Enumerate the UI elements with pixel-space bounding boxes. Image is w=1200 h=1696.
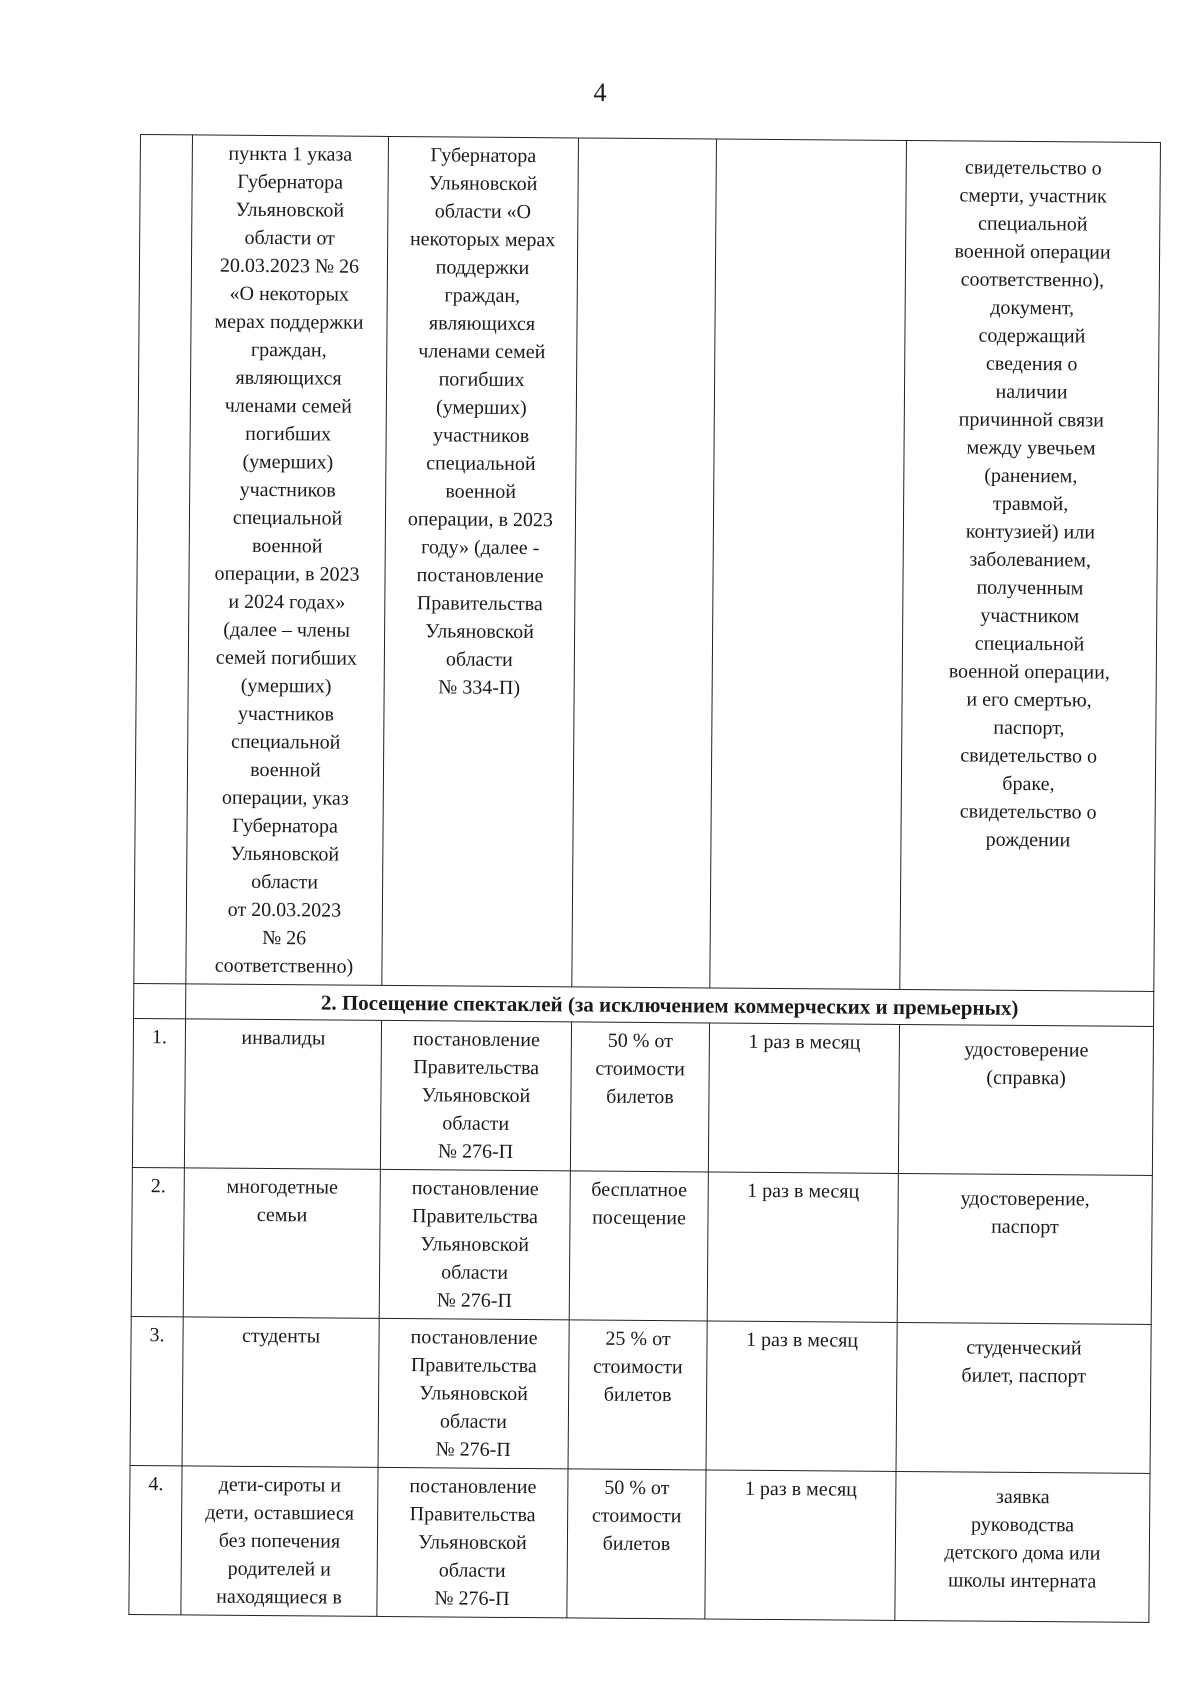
documents-cell [900,141,1161,992]
cell-text-line: Правительства [411,1205,539,1229]
cell-text-line: специальной [426,452,536,476]
cell-text-line: дети, оставшиеся [205,1501,355,1525]
cell-text-line: участников [239,478,336,502]
cell-text-line: году» (далее - [421,536,540,560]
cell-text-line: Правительства [416,592,543,616]
act-cell [379,1169,570,1319]
cell-text-line: студенты [241,1324,321,1348]
documents-cell [898,1024,1153,1175]
cell-text-line: области от [244,226,335,250]
cell-text-line: и его смертью, [966,688,1092,712]
cell-text-line: (умерших) [240,674,332,698]
category-cell [182,1317,379,1468]
cell-text-line: руководства [971,1513,1075,1537]
cell-text-line: Правительства [413,1056,540,1080]
cell-text-line: 50 % от [604,1476,670,1500]
cell-text-line: специальной [978,212,1088,236]
cell-text-line: постановление [411,1177,539,1201]
cell-text-line: 1 раз в месяц [748,1030,861,1054]
cell-text-line: участников [237,702,335,726]
cell-text-line: свидетельство о [960,744,1098,768]
cell-text-line: инвалиды [241,1026,326,1050]
cell-text-line: постановление [412,1028,540,1052]
cell-text-line: билетов [602,1532,671,1556]
cell-text-line: свидетельство о [959,800,1097,824]
cell-text-line: военной [251,534,323,558]
cell-text-line: участником [980,604,1080,628]
cell-text-line: семей погибших [215,646,358,670]
discount-cell [568,1320,707,1470]
cell-text-line: Губернатора [430,144,537,168]
cell-text-line: № 276-П [435,1438,511,1461]
cell-text-line: членами семей [224,394,352,418]
discount-cell [569,1171,708,1321]
act-cell [382,136,579,986]
cell-text-line: пункта 1 указа [228,142,353,166]
cell-text-line: заболеванием, [969,548,1092,572]
cell-text-line: 25 % от [605,1327,671,1351]
continuation-row [134,135,1161,992]
cell-text-line: военной [445,480,517,503]
cell-text-line: свидетельство о [964,156,1102,180]
cell-text-line: студенческий [966,1336,1082,1360]
cell-text-line: постановление [409,1475,537,1499]
cell-text-line: документ, [990,296,1075,320]
cell-text-line: Ульяновской [235,198,345,222]
frequency-cell [710,139,907,989]
cell-text-line: специальной [974,632,1085,656]
cell-text-line: области [438,1559,506,1582]
cell-text-line: многодетные [226,1175,338,1199]
cell-text-line: соответственно) [214,954,354,978]
cell-text-line: билетов [603,1383,672,1407]
category-cell [181,1466,378,1617]
cell-text-line: причинной связи [958,408,1104,432]
basis-cell [186,135,389,986]
cell-text-line: школы интерната [947,1569,1097,1593]
row-number: 4. [129,1465,182,1614]
cell-text-line: (далее – члены [223,618,351,642]
frequency-cell [707,1172,898,1322]
cell-text-line: граждан, [250,338,327,362]
cell-text-line: «О некоторых [229,282,350,306]
documents-cell [895,1471,1150,1622]
cell-text-line: контузией) или [965,520,1096,544]
cell-text-line: полученным [976,576,1084,600]
cell-text-line: Правительства [409,1503,536,1527]
cell-text-line: стоимости [591,1504,682,1528]
cell-text-line: содержащий [978,324,1086,348]
discount-cell [567,1469,706,1619]
row-number: 3. [130,1316,183,1465]
cell-text-line: погибших [245,422,332,446]
cell-text-line: мерах поддержки [214,310,364,334]
table-row [132,1018,1153,1175]
cell-text-line: 1 раз в месяц [744,1477,857,1501]
cell-text-line: бесплатное [591,1178,688,1202]
cell-text-line: участников [432,424,530,448]
cell-text-line: № 276-П [436,1289,513,1312]
documents-cell [896,1322,1151,1473]
cell-text-line: семьи [256,1203,308,1227]
cell-text-line: поддержки [435,256,530,280]
table-row [129,1465,1150,1622]
act-cell [380,1020,571,1170]
cell-text-line: № 276-П [437,1140,514,1163]
cell-text-line: посещение [592,1206,686,1230]
category-cell [184,1019,381,1170]
cell-text-line: операции, указ [221,786,349,810]
cell-text-line: специальной [230,730,341,754]
cell-text-line: рождении [985,828,1071,852]
cell-text-line: членами семей [418,340,546,364]
cell-text-line: родителей и [227,1557,331,1581]
cell-text-line: Ульяновской [421,1084,531,1108]
cell-text-line: 1 раз в месяц [747,1179,860,1203]
cell-text-line: военной операции [954,240,1111,264]
section-spacer [134,983,186,1018]
category-cell [183,1168,380,1319]
cell-text-line: стоимости [595,1057,686,1081]
cell-text-line: удостоверение, [960,1187,1090,1211]
cell-text-line: № 26 [262,926,307,950]
table-row [131,1167,1152,1324]
cell-text-line: билетов [606,1085,674,1109]
cell-text-line: соответственно), [960,268,1105,292]
page-number: 4 [593,78,607,107]
cell-text-line: Ульяновской [419,1382,528,1406]
cell-text-line: Губернатора [232,814,339,838]
cell-text-line: (умерших) [435,396,527,420]
cell-text-line: паспорт [991,1215,1059,1239]
cell-text-line: Ульяновской [420,1233,530,1257]
cell-text-line: наличии [995,380,1068,404]
section-title: 2. Посещение спектаклей (за исключением коммерческих и премьерных) [186,984,1154,1027]
cell-text-line: военной операции, [948,660,1110,684]
cell-text-line: 20.03.2023 № 26 [219,254,360,278]
cell-text-line: военной [250,758,321,782]
cell-text-line: (ранением, [984,464,1078,488]
documents-cell [897,1173,1152,1324]
cell-text-line: Ульяновской [418,1531,527,1555]
cell-text-line: дети-сироты и [218,1473,342,1497]
cell-text-line: находящиеся в [216,1585,342,1609]
discount-cell [570,1022,709,1172]
benefits-table [128,134,1161,1623]
cell-text-line: граждан, [444,284,521,307]
cell-text-line: области [441,1261,509,1284]
frequency-cell [706,1321,897,1471]
cell-text-line: (умерших) [242,450,334,474]
table-row [130,1316,1151,1473]
cell-text-line: и 2024 годах» [228,590,346,614]
cell-text-line: заявка [995,1485,1050,1509]
cell-text-line: погибших [438,368,525,392]
num-cell [134,135,193,984]
cell-text-line: Губернатора [237,170,344,194]
cell-text-line: Ульяновской [230,842,340,866]
cell-text-line: Ульяновской [425,620,534,644]
cell-text-line: области [251,870,319,894]
cell-text-line: 50 % от [607,1029,674,1053]
frequency-cell [708,1023,899,1173]
cell-text-line: травмой, [992,492,1069,516]
cell-text-line: № 276-П [434,1587,510,1610]
cell-text-line: специальной [232,506,343,530]
cell-text-line: области «О [434,200,532,224]
cell-text-line: являющихся [428,312,536,336]
cell-text-line: постановление [416,564,544,588]
cell-text-line: сведения о [985,352,1078,376]
cell-text-line: некоторых мерах [409,228,556,252]
cell-text-line: (справка) [986,1066,1066,1090]
cell-text-line: Правительства [410,1354,537,1378]
act-cell [378,1318,569,1468]
cell-text-line: являющихся [235,366,342,390]
cell-text-line: Ульяновской [428,172,538,196]
frequency-cell [705,1470,896,1620]
row-number: 2. [131,1167,184,1316]
discount-cell [572,138,717,988]
cell-text-line: билет, паспорт [961,1364,1087,1388]
cell-text-line: паспорт, [993,716,1065,740]
cell-text-line: браке, [1002,772,1055,796]
cell-text-line: без попечения [218,1529,341,1553]
cell-text-line: области [445,648,513,671]
cell-text-line: от 20.03.2023 [227,898,342,922]
cell-text-line: области [439,1410,507,1433]
cell-text-line: 1 раз в месяц [745,1328,859,1352]
cell-text-line: области [442,1112,510,1135]
act-cell [377,1467,568,1617]
cell-text-line: постановление [410,1326,538,1350]
cell-text-line: смерти, участник [959,184,1107,208]
cell-text-line: стоимости [592,1355,683,1379]
cell-text-line: между увечьем [966,436,1096,460]
row-number: 1. [132,1018,185,1167]
cell-text-line: № 334-П) [438,676,521,700]
cell-text-line: детского дома или [944,1541,1101,1565]
cell-text-line: удостоверение [964,1038,1089,1062]
cell-text-line: операции, в 2023 [214,562,360,586]
cell-text-line: операции, в 2023 [407,508,554,532]
